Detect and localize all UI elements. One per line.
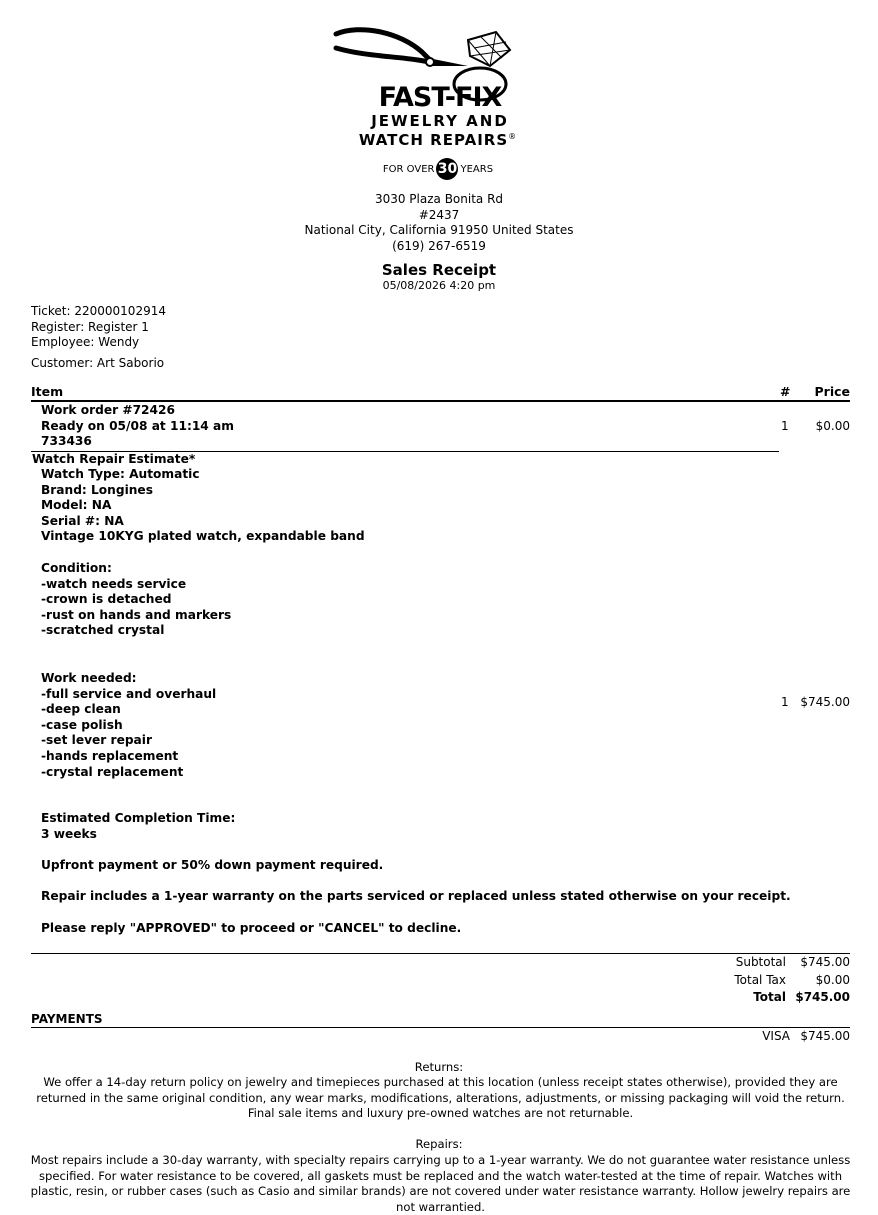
ticket-number: Ticket: 220000102914 — [31, 304, 166, 318]
detail-line: Serial #: NA — [41, 513, 124, 528]
payment-amount: $745.00 — [800, 1029, 850, 1043]
payment-method: VISA — [762, 1029, 790, 1043]
work-title: Work needed: — [41, 671, 137, 685]
brand-name: FAST-FIX — [378, 82, 502, 113]
reply-note: Please reply "APPROVED" to proceed or "CANCEL" to decline. — [41, 921, 462, 935]
detail-line: Model: NA — [41, 498, 112, 513]
condition-line: -scratched crystal — [41, 623, 165, 638]
brand-subtitle-2: WATCH REPAIRS® — [358, 131, 518, 149]
employee: Employee: Wendy — [31, 335, 140, 349]
work-order-block — [41, 403, 234, 450]
work-line: -case polish — [41, 717, 123, 732]
repairs-title: Repairs: — [415, 1137, 463, 1151]
warranty-note: Repair includes a 1-year warranty on the parts serviced or replaced unless stated otherwise on your receipt. — [41, 889, 791, 903]
column-header-qty: # — [780, 384, 791, 399]
receipt-title: Sales Receipt — [381, 261, 497, 279]
brand-subtitle-1: JEWELRY AND — [371, 112, 509, 130]
estimate-qty: 1 — [781, 695, 789, 709]
work-line: -hands replacement — [41, 748, 179, 763]
total-label: Total — [753, 990, 786, 1004]
store-address — [0, 192, 878, 254]
subtotal-label: Subtotal — [735, 955, 786, 969]
repairs-text: Most repairs include a 30-day warranty, with specialty repairs carrying up to a 1-year warranty. We do not guarantee water resistance unless specified. For water resistance to be covered, all gaskets must be replaced and the watch water-tested at the time of repair. Watches with plastic, resin, or rubber cases (such as Casio and similar brands) are not covered under water resistance warranty. Hollow jewelry repairs are not warrantied. — [30, 1153, 851, 1214]
subtotal-value: $745.00 — [800, 955, 850, 969]
address-line-1: 3030 Plaza Bonita Rd — [374, 192, 504, 206]
work-needed-block — [41, 671, 216, 780]
header-divider — [31, 400, 850, 402]
completion-title: Estimated Completion Time: — [41, 811, 236, 825]
work-line: -full service and overhaul — [41, 686, 217, 701]
payments-divider — [31, 1027, 850, 1028]
address-city: National City, California 91950 United States — [304, 223, 574, 237]
work-order-ready: Ready on 05/08 at 11:14 am — [41, 418, 234, 433]
column-header-item: Item — [31, 384, 64, 399]
payment-note: Upfront payment or 50% down payment required. — [41, 858, 384, 872]
payments-title: PAYMENTS — [31, 1012, 103, 1026]
totals-divider — [31, 953, 850, 954]
tax-value: $0.00 — [815, 973, 850, 987]
store-phone: (619) 267-6519 — [392, 238, 486, 253]
completion-value: 3 weeks — [41, 826, 97, 841]
work-order-code: 733436 — [41, 434, 92, 449]
completion-block — [41, 811, 235, 842]
tax-label: Total Tax — [734, 973, 786, 987]
detail-line: Watch Type: Automatic — [41, 467, 200, 481]
condition-line: -watch needs service — [41, 576, 187, 591]
work-order-qty: 1 — [781, 419, 789, 433]
column-header-price: Price — [814, 384, 850, 399]
work-order-price: $0.00 — [815, 419, 850, 433]
brand-tagline: FOR OVER 30 YEARS — [378, 156, 498, 182]
work-line: -crystal replacement — [41, 764, 184, 779]
total-value: $745.00 — [795, 990, 850, 1004]
detail-line: Brand: Longines — [41, 482, 153, 497]
estimate-price: $745.00 — [800, 695, 850, 709]
register: Register: Register 1 — [31, 320, 149, 334]
condition-line: -rust on hands and markers — [41, 607, 232, 622]
returns-text: We offer a 14-day return policy on jewelry and timepieces purchased at this location (unless receipt states otherwise), provided they are returned in the same original condition, any wear marks, modifications, alterations, adjustments, or missing packaging will void the return. Final sale items and luxury pre-owned watches are not returnable. — [36, 1075, 845, 1121]
store-logo — [330, 26, 550, 186]
returns-title: Returns: — [414, 1060, 464, 1074]
estimate-details — [41, 467, 365, 545]
detail-line: Vintage 10KYG plated watch, expandable band — [41, 529, 365, 544]
work-line: -set lever repair — [41, 733, 152, 748]
estimate-title: Watch Repair Estimate* — [32, 452, 196, 466]
condition-title: Condition: — [41, 561, 112, 575]
work-order-number: Work order #72426 — [41, 403, 175, 417]
work-line: -deep clean — [41, 702, 121, 717]
receipt-datetime: 05/08/2026 4:20 pm — [382, 279, 496, 292]
customer: Customer: Art Saborio — [31, 356, 165, 370]
address-line-2: #2437 — [418, 207, 460, 222]
years-badge: 30 — [436, 158, 458, 180]
condition-block — [41, 561, 231, 639]
condition-line: -crown is detached — [41, 592, 172, 607]
